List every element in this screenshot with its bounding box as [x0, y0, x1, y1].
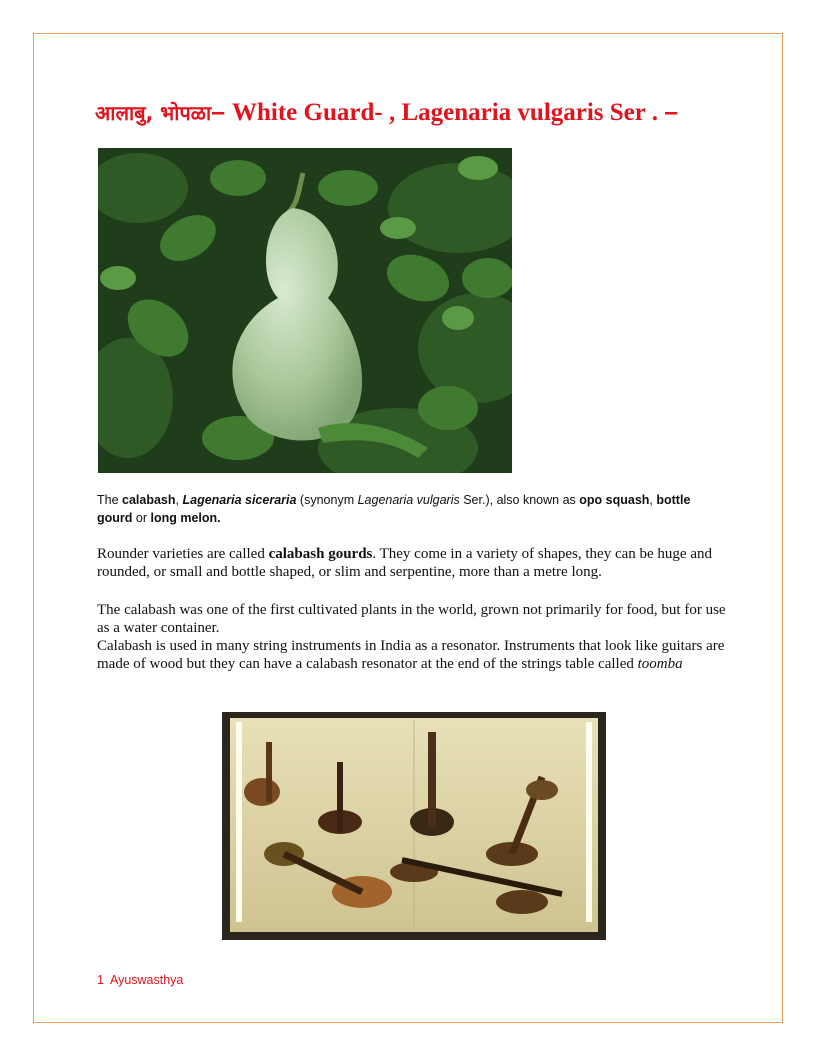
caption-text-4: Ser.), also known as — [459, 493, 580, 507]
instrument-display-photo — [222, 712, 606, 940]
caption-text — [97, 491, 727, 527]
caption-bottle-gourd: bottle gourd — [97, 493, 691, 525]
caption-siceraria: Lagenaria siceraria — [182, 493, 297, 507]
paragraph-varieties-bold: calabash gourds — [268, 546, 373, 562]
caption-text-2: , — [175, 493, 183, 507]
caption-text-1: The — [97, 493, 123, 507]
paragraph-varieties — [97, 545, 737, 581]
caption-text-3: (synonym — [296, 493, 358, 507]
footer-site-name: Ayuswasthya — [109, 973, 184, 987]
caption-text-5: , — [649, 493, 657, 507]
page-footer — [97, 973, 189, 987]
page-number: 1 — [97, 973, 104, 987]
title-dash-end: – — [664, 98, 679, 126]
bottle-gourd-photo — [98, 148, 512, 473]
paragraph-history-line-1: The calabash was one of the first cultivated plants in the world, grown not primarily for food, but for use as a water container. — [97, 602, 726, 636]
paragraph-history-toomba: toomba — [637, 656, 683, 672]
caption-long-melon: long melon. — [150, 511, 221, 525]
caption-opo-squash: opo squash — [579, 493, 650, 507]
caption-vulgaris: Lagenaria vulgaris — [357, 493, 460, 507]
paragraph-varieties-text-1: Rounder varieties are called — [97, 546, 269, 562]
paragraph-history-line-2: Calabash is used in many string instruments in India as a resonator. Instruments that look like guitars are made of wood but they can have a calabash resonator at the end of the strings table called — [97, 638, 725, 672]
title-english: White Guard- , Lagenaria vulgaris Ser — [232, 99, 646, 126]
title-dot: . — [645, 99, 665, 126]
page-title — [95, 96, 735, 129]
caption-text-6: or — [132, 511, 151, 525]
paragraph-varieties-text-2: . They come in a variety of shapes, they can be huge and rounded, or small and bottle shaped, or slim and serpentine, more than a metre long. — [97, 546, 712, 580]
paragraph-history — [97, 601, 737, 673]
title-dash: – — [211, 98, 232, 126]
caption-calabash: calabash — [122, 493, 176, 507]
title-marathi: आलाबु, भोपळा — [95, 101, 212, 125]
